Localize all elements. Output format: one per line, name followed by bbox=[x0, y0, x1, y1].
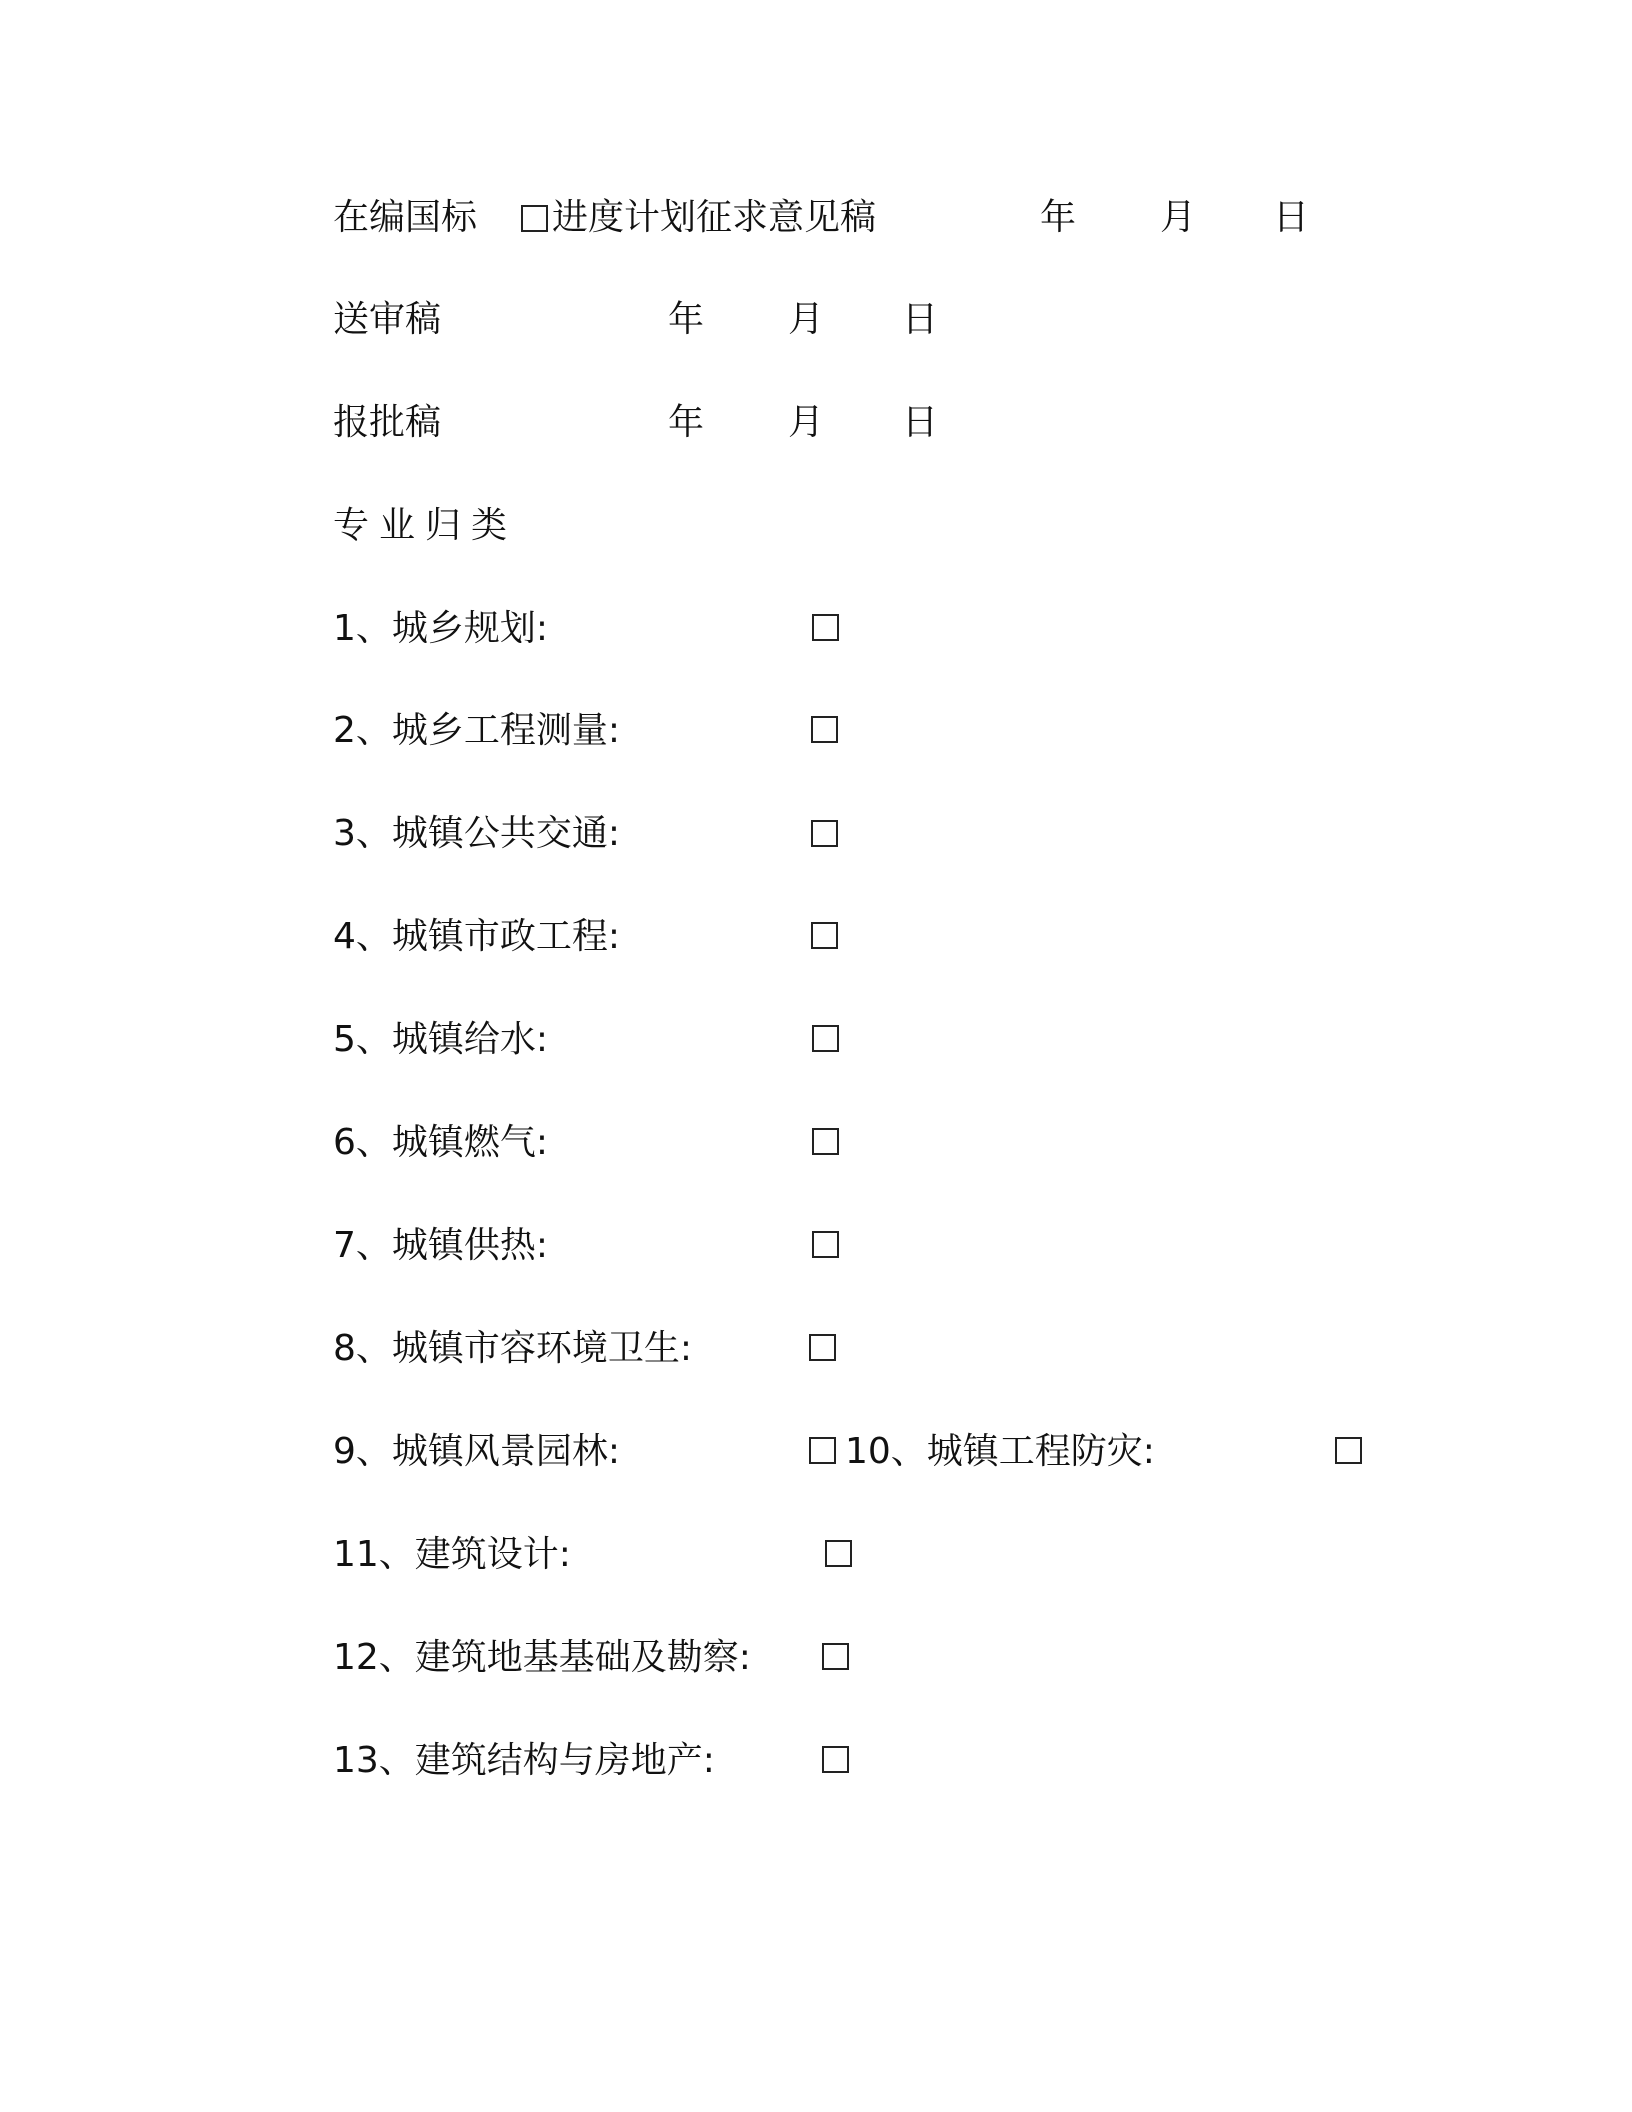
list-item-label: 12、建筑地基基础及勘察: bbox=[333, 1637, 751, 1678]
approval-label: 报批稿 bbox=[333, 402, 442, 443]
list-item-label: 13、建筑结构与房地产: bbox=[333, 1740, 715, 1781]
list-item-label: 9、城镇风景园林: bbox=[333, 1431, 621, 1472]
review-year-label: 年 bbox=[668, 299, 705, 340]
category-title: 专业归类 bbox=[333, 505, 518, 546]
item-3-checkbox[interactable] bbox=[811, 820, 838, 847]
item-5-checkbox[interactable] bbox=[812, 1025, 839, 1052]
item-6-checkbox[interactable] bbox=[812, 1128, 839, 1155]
review-label: 送审稿 bbox=[333, 299, 442, 340]
item-13-checkbox[interactable] bbox=[822, 1746, 849, 1773]
item-1-checkbox[interactable] bbox=[812, 614, 839, 641]
draft-month-label: 月 bbox=[1160, 197, 1197, 238]
approval-day-label: 日 bbox=[902, 402, 939, 443]
review-day-label: 日 bbox=[902, 299, 939, 340]
approval-year-label: 年 bbox=[668, 402, 705, 443]
item-12-checkbox[interactable] bbox=[822, 1643, 849, 1670]
item-9-checkbox[interactable] bbox=[809, 1437, 836, 1464]
list-item-label: 2、城乡工程测量: bbox=[333, 710, 621, 751]
list-item-label: 1、城乡规划: bbox=[333, 608, 549, 649]
draft-label: 进度计划征求意见稿 bbox=[552, 197, 877, 238]
approval-month-label: 月 bbox=[788, 402, 825, 443]
list-item-label: 11、建筑设计: bbox=[333, 1534, 571, 1575]
list-item-label: 3、城镇公共交通: bbox=[333, 813, 621, 854]
item-4-checkbox[interactable] bbox=[811, 922, 838, 949]
list-item-label: 8、城镇市容环境卫生: bbox=[333, 1328, 693, 1369]
draft-day-label: 日 bbox=[1273, 197, 1310, 238]
list-item-label: 5、城镇给水: bbox=[333, 1019, 549, 1060]
draft-year-label: 年 bbox=[1040, 197, 1077, 238]
item-10-checkbox[interactable] bbox=[1335, 1437, 1362, 1464]
item-2-checkbox[interactable] bbox=[811, 716, 838, 743]
list-item-label: 7、城镇供热: bbox=[333, 1225, 549, 1266]
in-progress-label: 在编国标 bbox=[333, 197, 478, 238]
draft-checkbox[interactable] bbox=[521, 205, 548, 232]
list-item-label: 10、城镇工程防灾: bbox=[845, 1431, 1155, 1472]
list-item-label: 4、城镇市政工程: bbox=[333, 916, 621, 957]
item-11-checkbox[interactable] bbox=[825, 1540, 852, 1567]
item-7-checkbox[interactable] bbox=[812, 1231, 839, 1258]
item-8-checkbox[interactable] bbox=[809, 1334, 836, 1361]
list-item-label: 6、城镇燃气: bbox=[333, 1122, 549, 1163]
draft-option[interactable] bbox=[521, 194, 876, 242]
review-month-label: 月 bbox=[788, 299, 825, 340]
